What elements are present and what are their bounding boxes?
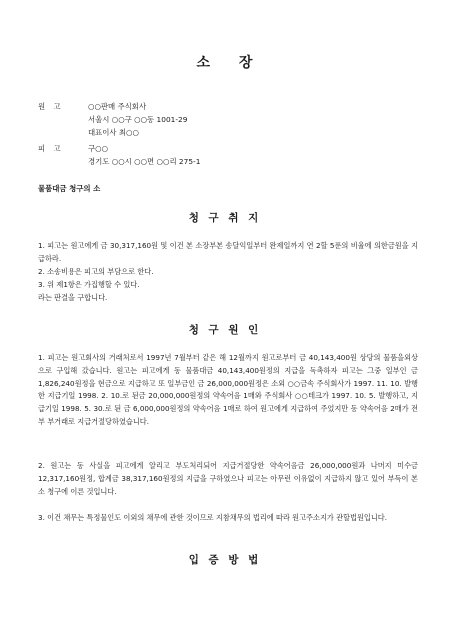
claim-cause-item-2: 2. 원고는 동 사실을 피고에게 알리고 부도처리되어 지급거절당한 약속어음금 26,000,000원과 나머지 미수금 12,317,160원정, 합계금 38,317,160원정의 지급을 구하였으나 피고는 아무런 이유없이 지급하지 않고 있어 부득이 본소 청구에 이른 것입니다. — [38, 461, 418, 496]
claim-purpose-item-2: 2. 소송비용은 피고의 부담으로 한다. — [38, 267, 154, 276]
plaintiff-address: 서울시 ○○구 ○○동 1001-29 — [88, 115, 188, 124]
plaintiff-block — [38, 100, 187, 139]
claim-cause-item-3: 3. 이건 채무는 특정물인도 이외의 채무에 관한 것이므로 지참채무의 법리에 따라 원고주소지가 관할법원입니다. — [38, 513, 388, 522]
defendant-block — [38, 142, 200, 168]
plaintiff-name: ○○판매 주식회사 — [88, 102, 147, 111]
case-subject: 물품대금 청구의 소 — [38, 184, 101, 193]
defendant-role: 피 고 — [38, 144, 61, 153]
claim-cause-item-1: 1. 피고는 원고회사의 거래처로서 1997년 7월부터 같은 해 12월까지 원고로부터 금 40,143,400원 상당의 물품을외상으로 구입해 갔습니다. 원고는 피고에게 동 물품대금 40,143,400원정의 지급을 독촉하자 피고는 그중 일부인 금 1,826,240원정을 현금으로 지급하고 또 일부금인 금 26,000,000원정은 소외 ○○금속 주식회사가 1997. 11. 10. 발행한 지급기일 1998. 2. 10.로 된금 20,000,000원정의 약속어음 1매와 주식회사 ○○테크가 1997. 10. 5. 발행하고, 지급기일 1998. 5. 30.로 된 금 6,000,000원정의 약속어음 1매로 하여 원고에게 지급하여 주었지만 동 약속어음 2매가 전부 부거래로 지급거절당하였습니다. — [38, 353, 418, 426]
document-title: 소 장 — [196, 55, 254, 71]
claim-purpose-item-1: 1. 피고는 원고에게 금 30,317,160원 및 이건 본 소장부본 송달익일부터 완제일까지 연 2할 5푼의 비율에 의한금원을 지급하라. — [38, 241, 418, 263]
evidence-heading: 입 증 방 법 — [188, 554, 262, 566]
claim-purpose-heading: 청 구 취 지 — [188, 212, 262, 224]
claim-purpose-closing: 라는 판결을 구합니다. — [38, 293, 108, 302]
plaintiff-role: 원 고 — [38, 102, 61, 111]
claim-cause-heading: 청 구 원 인 — [188, 324, 262, 336]
defendant-address: 경기도 ○○시 ○○면 ○○리 275-1 — [88, 157, 201, 166]
plaintiff-representative: 대표이사 최○○ — [88, 128, 139, 137]
claim-purpose-item-3: 3. 위 제1항은 가집행할 수 있다. — [38, 280, 140, 289]
defendant-name: 구○○ — [88, 144, 109, 153]
